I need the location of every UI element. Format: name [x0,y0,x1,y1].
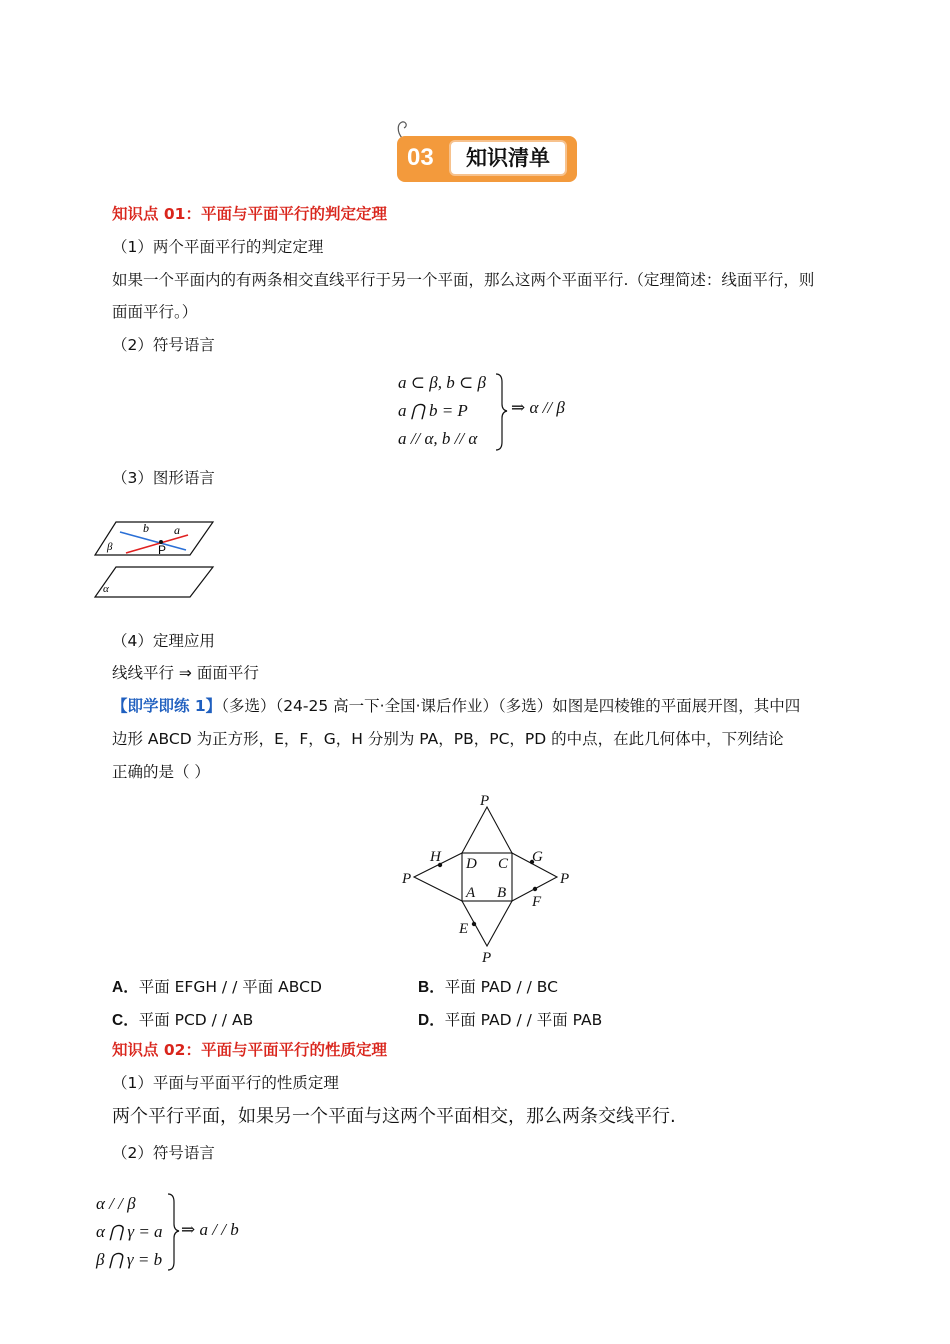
kp2-sym-line-3: β ⋂ γ = b [96,1250,163,1269]
pyramid-net-figure [398,790,578,968]
kp2-subtitle-1: （1）平面与平面平行的性质定理 [112,1074,339,1092]
kp1-sym-line-3: a // α, b // α [398,429,478,448]
kp2-symbol-block [96,1190,163,1274]
label-b-vertex: B [497,885,507,901]
badge-label-box [449,140,567,176]
option-b-letter: B． [418,979,445,996]
badge-label: 知识清单 [466,146,550,170]
kp1-title: 知识点 01：平面与平面平行的判定定理 [112,205,387,223]
kp1-sym-line-1: a ⊂ β, b ⊂ β [398,373,486,392]
kp1-para-line-2: 面面平行。） [112,303,198,321]
option-b[interactable] [418,975,558,997]
right-brace-icon-2 [166,1192,180,1272]
option-d-text: 平面 PAD / / 平面 PAB [444,1011,603,1029]
option-a-text: 平面 EFGH / / 平面 ABCD [138,978,322,996]
label-p-top: P [480,793,490,809]
point-f [533,887,537,891]
kp1-subtitle-2: （2）符号语言 [112,336,215,354]
kp2-subtitle-2: （2）符号语言 [112,1144,215,1162]
option-a[interactable] [112,975,322,997]
section-badge [397,132,579,184]
kp2-paragraph: 两个平行平面，如果另一个平面与这两个平面相交，那么两条交线平行. [112,1106,676,1127]
triangle-top [462,807,512,853]
label-beta: β [107,541,113,553]
option-c-letter: C． [112,1012,139,1029]
option-a-letter: A． [112,979,139,996]
label-e: E [459,921,469,937]
plane-beta [95,522,213,555]
label-p-bottom: P [482,950,492,966]
option-b-text: 平面 PAD / / BC [444,978,558,996]
kp1-sym-line-2: a ⋂ b = P [398,401,468,420]
label-a-vertex: A [466,885,476,901]
label-d: D [466,856,477,872]
kp2-title: 知识点 02：平面与平面平行的性质定理 [112,1041,387,1059]
label-p: P [158,543,167,557]
option-d-letter: D． [418,1012,445,1029]
kp2-sym-line-2: α ⋂ γ = a [96,1222,163,1241]
kp1-sym-result: ⇒ α // β [511,398,565,417]
badge-number: 03 [407,144,434,171]
exercise-line-2: 边形 ABCD 为正方形，E，F，G，H 分别为 PA，PB，PC，PD 的中点，在此几何体中，下列结论 [112,730,784,748]
kp2-sym-line-1: α / / β [96,1194,136,1213]
kp1-application: 线线平行 ⇒ 面面平行 [112,664,259,682]
exercise-tag: 【即学即练 1】 [112,697,222,715]
label-b: b [143,521,149,535]
exercise-line-1-text: （多选）（24-25 高一下·全国·课后作业）（多选）如图是四棱锥的平面展开图，其中四 [221,697,801,715]
plane-alpha [95,567,213,597]
exercise-line-3: 正确的是（ ） [112,763,210,781]
label-p-left: P [402,871,412,887]
kp2-sym-result: ⇒ a / / b [181,1220,239,1239]
exercise-line-1 [112,695,800,717]
label-f: F [532,894,542,910]
option-c[interactable] [112,1008,253,1030]
kp1-subtitle-3: （3）图形语言 [112,469,215,487]
right-brace-icon [494,372,508,452]
label-p-right: P [560,871,570,887]
label-g: G [532,849,543,865]
kp1-subtitle-1: （1）两个平面平行的判定定理 [112,238,324,256]
option-c-text: 平面 PCD / / AB [138,1011,254,1029]
option-d[interactable] [418,1008,602,1030]
kp1-symbol-block [398,369,486,453]
label-alpha: α [103,583,109,595]
label-c: C [498,856,509,872]
line-a [126,535,188,553]
label-a: a [174,523,180,537]
label-h: H [430,849,441,865]
parallel-planes-figure [90,515,220,605]
point-e [472,922,476,926]
kp1-para-line-1: 如果一个平面内的有两条相交直线平行于另一个平面，那么这两个平面平行.（定理简述：线面平行，则 [112,271,815,289]
kp1-subtitle-4: （4）定理应用 [112,632,215,650]
triangle-bottom [462,901,512,946]
